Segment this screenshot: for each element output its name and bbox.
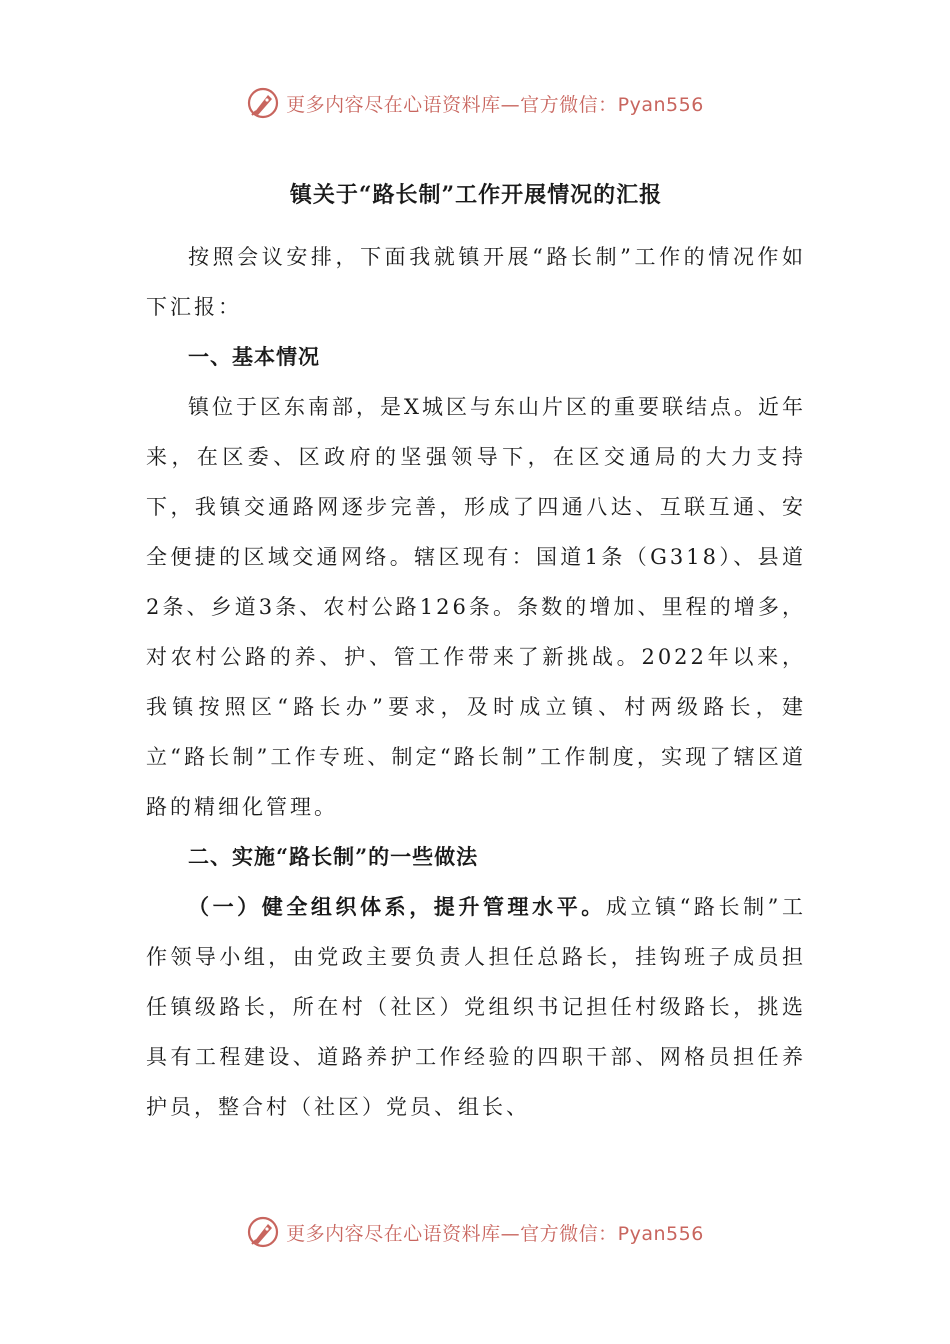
section-2-item-1-body: 成立镇“路长制”工作领导小组，由党政主要负责人担任总路长，挂钩班子成员担任镇级路长，所在村（社区）党组织书记担任村级路长，挑选具有工程建设、道路养护工作经验的四职干部、网格员担任养护员，整合村（社区）党员、组长、 xyxy=(146,895,806,1119)
intro-paragraph: 按照会议安排，下面我就镇开展“路长制”工作的情况作如下汇报： xyxy=(146,245,806,319)
watermark-text: 更多内容尽在心语资料库—官方微信：Pyan556 xyxy=(286,1222,704,1245)
pen-nib-logo-icon xyxy=(246,86,280,120)
section-2-item-1-paragraph xyxy=(146,882,806,1132)
document-body xyxy=(146,170,806,1132)
section-heading-2: 二、实施“路长制”的一些做法 xyxy=(188,844,479,869)
section-heading-1: 一、基本情况 xyxy=(188,344,320,369)
watermark-text: 更多内容尽在心语资料库—官方微信：Pyan556 xyxy=(286,93,704,116)
document-title: 镇关于“路长制”工作开展情况的汇报 xyxy=(289,182,663,208)
header-watermark-banner xyxy=(0,83,950,123)
pen-nib-logo-icon xyxy=(246,1215,280,1249)
footer-watermark-banner xyxy=(0,1212,950,1252)
section-1-paragraph: 镇位于区东南部，是X城区与东山片区的重要联结点。近年来，在区委、区政府的坚强领导下，在区交通局的大力支持下，我镇交通路网逐步完善，形成了四通八达、互联互通、安全便捷的区域交通网络。辖区现有：国道1条（G318）、县道2条、乡道3条、农村公路126条。条数的增加、里程的增多，对农村公路的养、护、管工作带来了新挑战。2022年以来，我镇按照区“路长办”要求，及时成立镇、村两级路长，建立“路长制”工作专班、制定“路长制”工作制度，实现了辖区道路的精细化管理。 xyxy=(146,395,806,819)
section-2-item-1-lead: （一）健全组织体系，提升管理水平。 xyxy=(188,894,606,919)
